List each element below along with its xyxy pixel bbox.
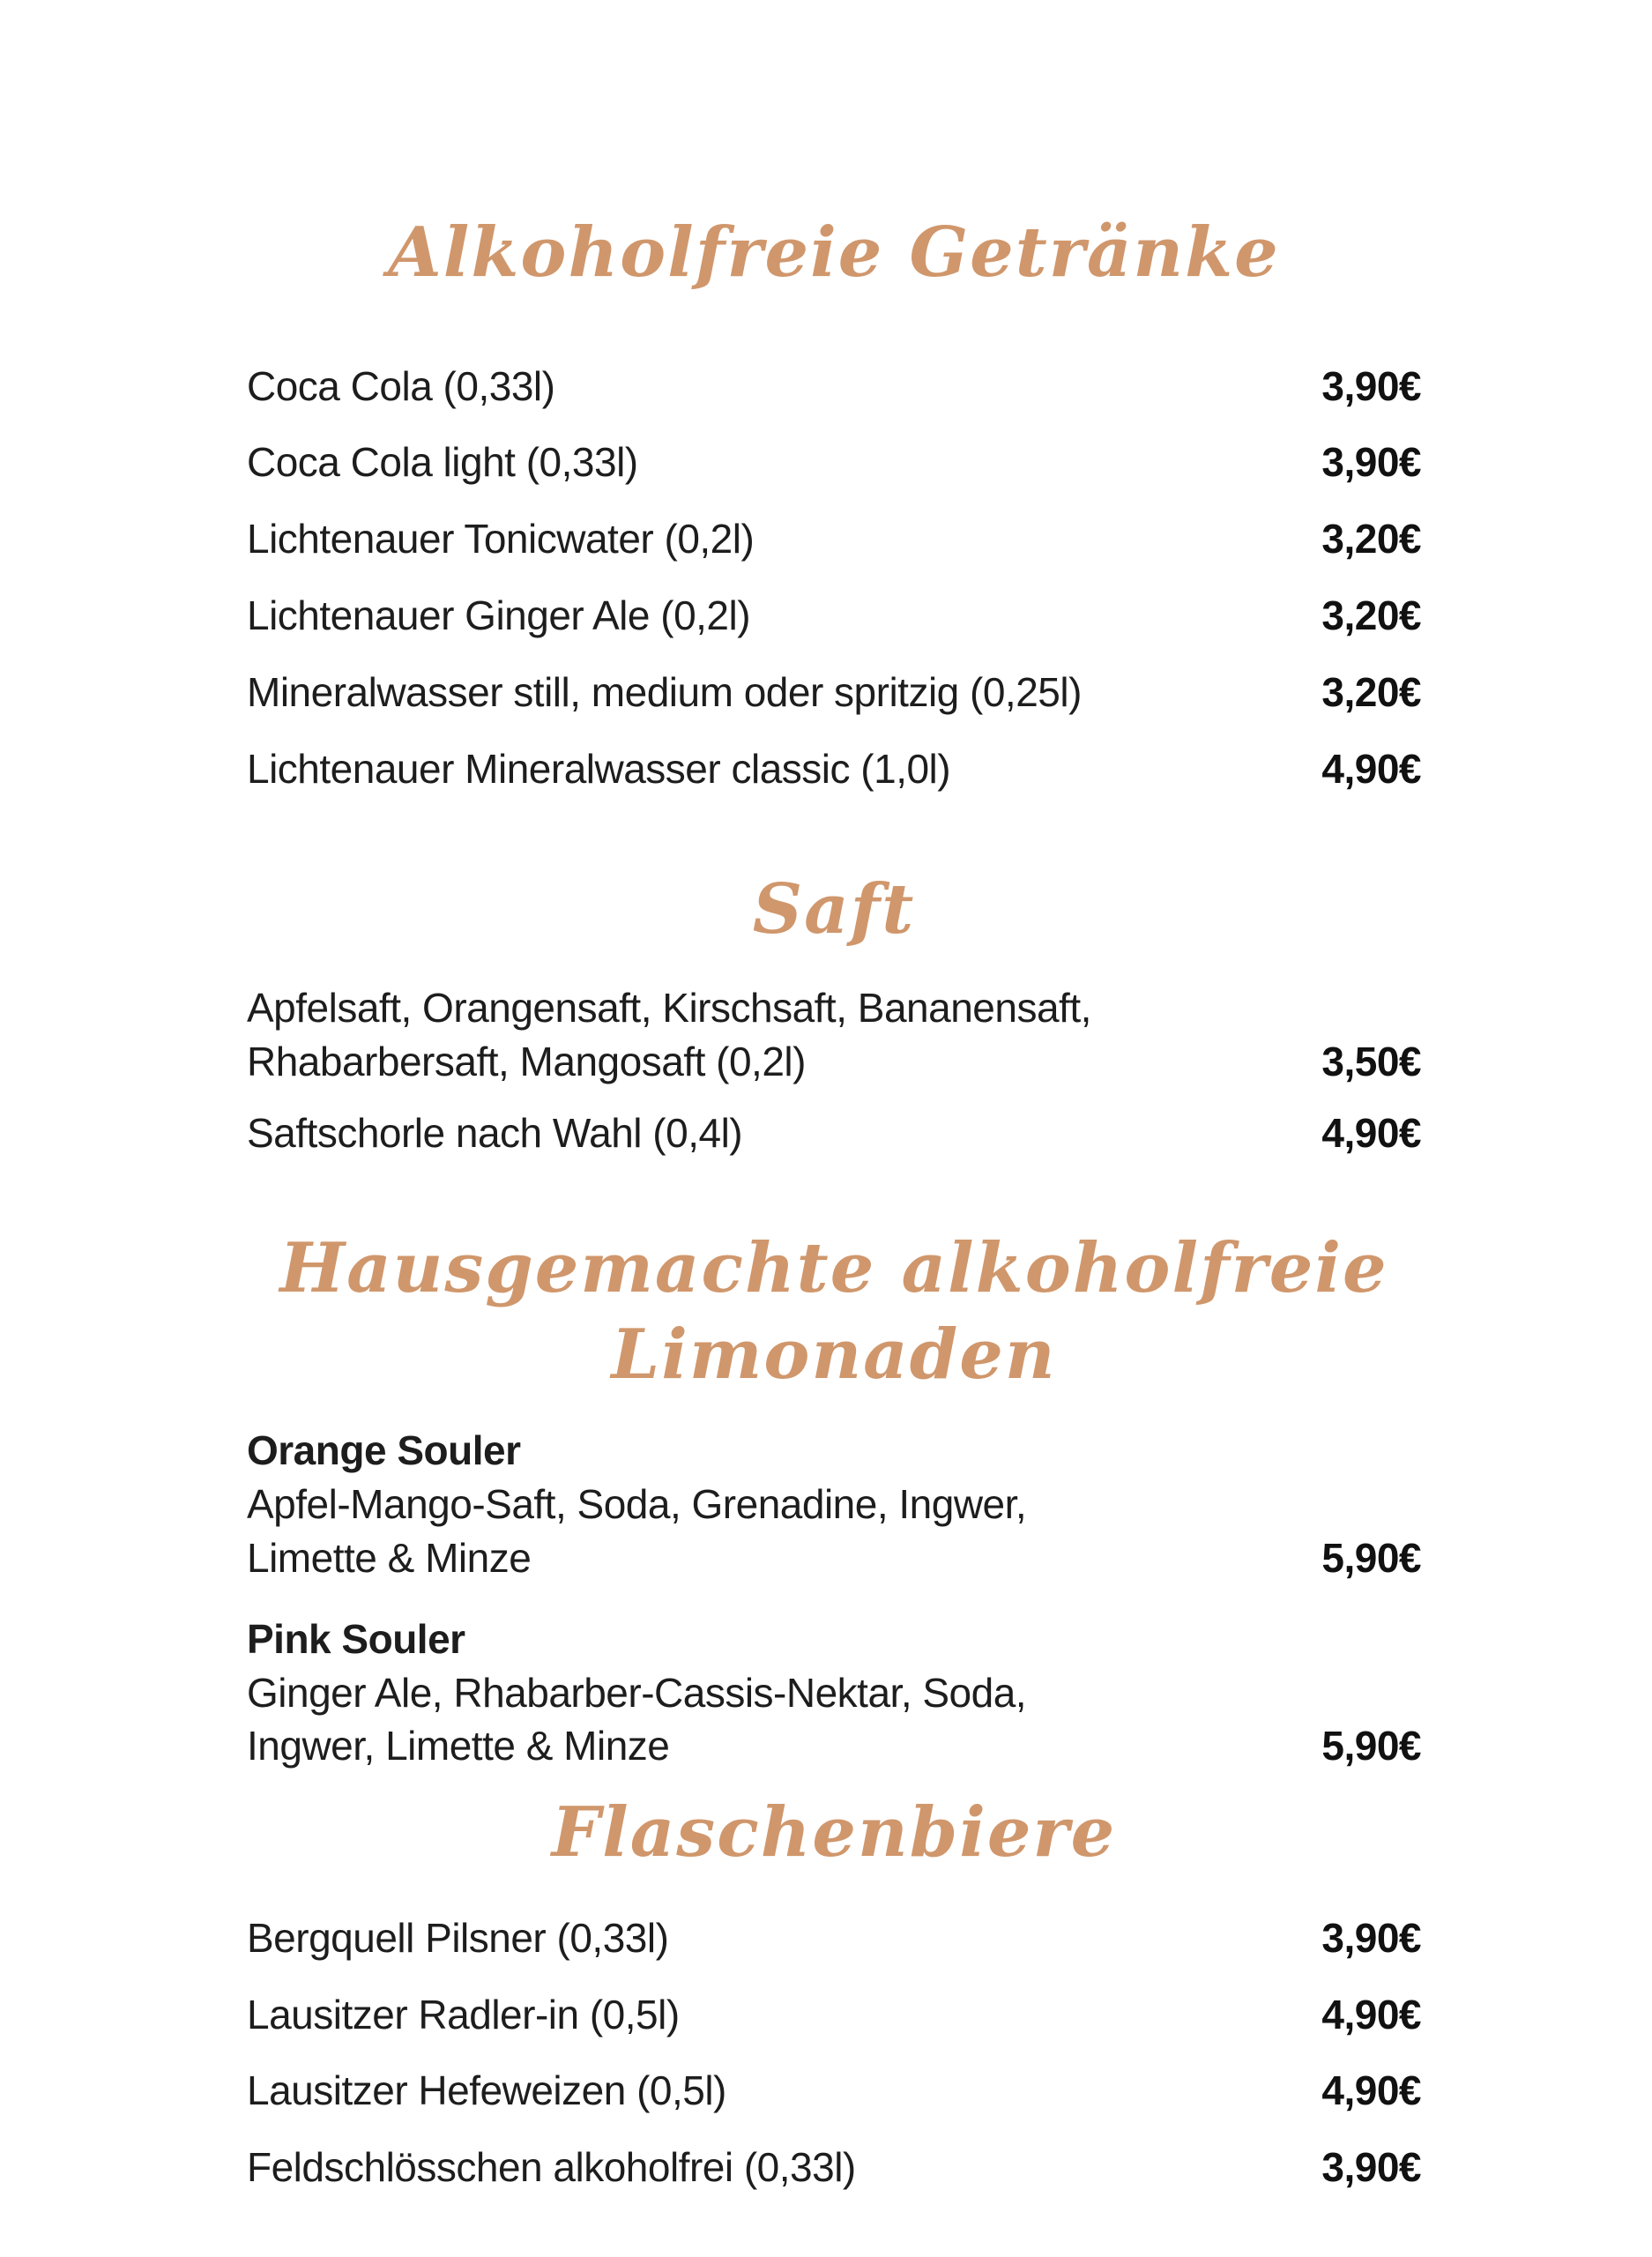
menu-item-row	[247, 1915, 1421, 1963]
menu-item-name-line: Apfelsaft, Orangensaft, Kirschsaft, Bananensaft,	[247, 984, 1091, 1031]
menu-item-name: Mineralwasser still, medium oder spritzig (0,25l)	[247, 668, 1082, 715]
menu-item-name: Lausitzer Radler-in (0,5l)	[247, 1991, 680, 2037]
menu-item-name-line: Rhabarbersaft, Mangosaft (0,2l)	[247, 1038, 806, 1084]
menu-item-price: 3,20€	[1321, 516, 1421, 562]
menu-item-row	[247, 439, 1421, 487]
menu-item-name	[247, 1427, 1026, 1582]
menu-item-price: 3,20€	[1321, 592, 1421, 638]
menu-item-desc-line: Apfel-Mango-Saft, Soda, Grenadine, Ingwer,	[247, 1481, 1027, 1528]
menu-item-row	[247, 516, 1421, 563]
menu-item-row	[247, 592, 1421, 640]
menu-item-title: Orange Souler	[247, 1427, 521, 1474]
menu-item-row	[247, 2144, 1421, 2192]
menu-item-price: 4,90€	[1321, 745, 1421, 792]
menu-item-name: Lichtenauer Mineralwasser classic (1,0l)	[247, 745, 951, 792]
menu-item-name: Bergquell Pilsner (0,33l)	[247, 1914, 669, 1961]
menu-item-name: Coca Cola (0,33l)	[247, 362, 555, 409]
menu-item-row	[247, 985, 1421, 1086]
menu-item-price: 3,90€	[1321, 439, 1421, 486]
menu-item-name: Feldschlösschen alkoholfrei (0,33l)	[247, 2144, 856, 2191]
menu-item-row	[247, 363, 1421, 411]
menu-item-price: 5,90€	[1321, 1723, 1421, 1769]
menu-item-name	[247, 985, 1091, 1086]
menu-item-price: 3,20€	[1321, 668, 1421, 715]
menu-item-price: 4,90€	[1321, 1991, 1421, 2037]
menu-item-desc-line: Ingwer, Limette & Minze	[247, 1723, 670, 1769]
menu-item-price: 3,90€	[1321, 1914, 1421, 1961]
section-items-alkoholfreie	[247, 363, 1421, 793]
section-heading-limonaden: Hausgemachte alkoholfreie Limonaden	[279, 1228, 1388, 1395]
menu-item-row	[247, 2067, 1421, 2115]
section-heading-flaschenbiere: Flaschenbiere	[551, 1792, 1117, 1873]
menu-item-price: 3,90€	[1321, 2144, 1421, 2191]
menu-item-name: Lichtenauer Ginger Ale (0,2l)	[247, 592, 751, 638]
menu-item-price: 3,90€	[1321, 362, 1421, 409]
menu-item-row	[247, 746, 1421, 793]
section-items-limonaden	[247, 1427, 1421, 1770]
menu-item-price: 3,50€	[1321, 1038, 1421, 1084]
menu-item-name: Saftschorle nach Wahl (0,4l)	[247, 1109, 743, 1156]
section-heading-saft: Saft	[752, 869, 916, 950]
menu-item-name: Lichtenauer Tonicwater (0,2l)	[247, 516, 755, 562]
menu-item-row	[247, 669, 1421, 717]
menu-item-price: 5,90€	[1321, 1534, 1421, 1581]
section-items-flaschenbiere	[247, 1915, 1421, 2192]
menu-item-price: 4,90€	[1321, 1109, 1421, 1156]
menu-item-name: Lausitzer Hefeweizen (0,5l)	[247, 2067, 726, 2114]
menu-item-name	[247, 1616, 1026, 1770]
menu-item-name: Coca Cola light (0,33l)	[247, 439, 638, 486]
menu-item-price: 4,90€	[1321, 2067, 1421, 2114]
section-items-saft	[247, 985, 1421, 1157]
menu-item-row	[247, 1427, 1421, 1582]
menu-item-title: Pink Souler	[247, 1615, 465, 1662]
menu-item-row	[247, 1992, 1421, 2039]
section-heading-alkoholfreie-getraenke: Alkoholfreie Getränke	[388, 212, 1280, 293]
menu-item-desc-line: Ginger Ale, Rhabarber-Cassis-Nektar, Soda,	[247, 1669, 1027, 1716]
menu-item-row	[247, 1110, 1421, 1158]
menu-item-desc-line: Limette & Minze	[247, 1534, 532, 1581]
menu-item-row	[247, 1616, 1421, 1770]
